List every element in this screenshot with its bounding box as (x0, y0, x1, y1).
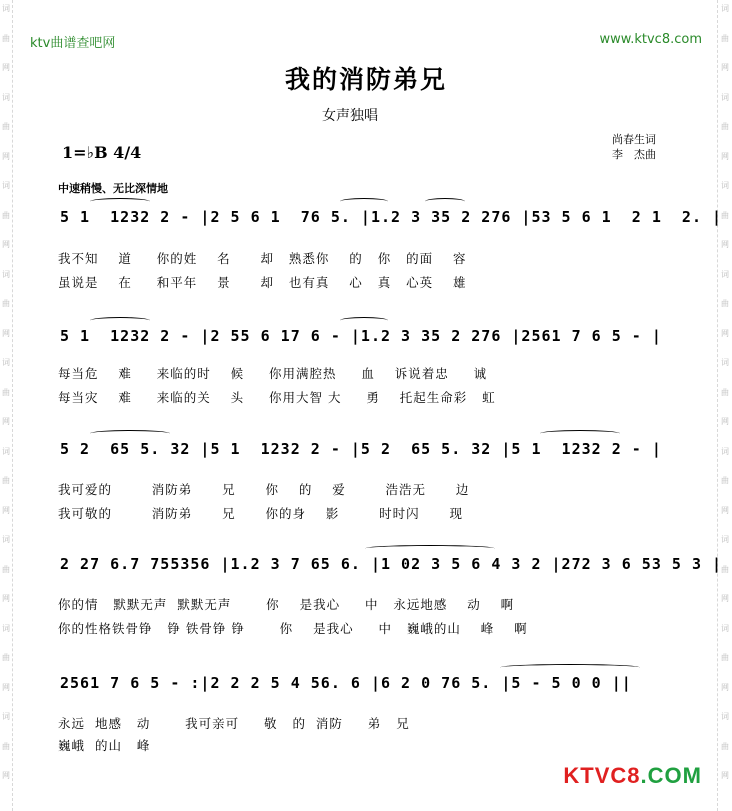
watermark-glyph: 词 (721, 92, 729, 102)
slur (365, 545, 495, 552)
watermark-glyph: 曲 (721, 564, 729, 574)
slur (340, 198, 388, 205)
watermark-glyph: 词 (721, 181, 729, 190)
watermark-glyph: 网 (2, 328, 10, 338)
slur (90, 317, 150, 324)
watermark-glyph: 词 (721, 446, 729, 456)
site-name-left[interactable]: ktv曲谱查吧网 (30, 36, 116, 51)
watermark-glyph: 网 (2, 417, 10, 426)
lyric-line-5b: 巍峨 的山 峰 (58, 738, 151, 753)
lyric-line-1b: 虽说是 在 和平年 景 却 也有真 心 真 心英 雄 (58, 275, 467, 290)
notation-line-3: 5 2 65 5. 32 |5 1 1232 2 - |5 2 65 5. 32 |5 1 1232 2 - | (60, 440, 662, 458)
watermark-glyph: 网 (2, 63, 10, 72)
watermark-glyph: 网 (721, 328, 729, 338)
song-title: 我的消防弟兄 (284, 65, 447, 94)
tempo-marking: 中速稍慢、无比深情地 (58, 182, 168, 195)
watermark-glyph: 网 (721, 594, 729, 603)
slur (90, 198, 150, 205)
credits (612, 132, 656, 162)
logo-c8: C8 (610, 763, 641, 788)
watermark-glyph: 网 (721, 151, 729, 161)
watermark-glyph: 曲 (721, 387, 729, 397)
watermark-glyph: 网 (721, 771, 729, 780)
watermark-glyph: 网 (2, 240, 10, 249)
watermark-glyph: 曲 (2, 653, 10, 662)
watermark-glyph: 网 (721, 417, 729, 426)
watermark-glyph: 网 (2, 771, 10, 780)
lyric-line-3b: 我可敬的 消防弟 兄 你的身 影 时时闪 现 (58, 506, 463, 521)
watermark-glyph: 网 (2, 594, 10, 603)
watermark-glyph: 网 (721, 505, 729, 515)
slur (340, 317, 388, 324)
lyric-line-5a: 永远 地感 动 我可亲可 敬 的 消防 弟 兄 (58, 716, 410, 731)
logo-com: .COM (640, 763, 702, 788)
watermark-glyph: 曲 (2, 122, 10, 131)
watermark-glyph: 词 (721, 535, 729, 544)
watermark-glyph: 曲 (2, 210, 10, 220)
song-subtitle: 女声独唱 (322, 108, 378, 124)
watermark-glyph: 曲 (721, 122, 729, 131)
watermark-glyph: 曲 (2, 33, 10, 43)
watermark-glyph: 曲 (2, 299, 10, 308)
watermark-glyph: 曲 (721, 33, 729, 43)
composer: 李 杰曲 (612, 148, 656, 161)
watermark-glyph: 曲 (2, 564, 10, 574)
notation-line-2: 5 1 1232 2 - |2 55 6 17 6 - |1.2 3 35 2 276 |2561 7 6 5 - | (60, 327, 662, 345)
slur (540, 430, 620, 437)
lyric-line-1a: 我不知 道 你的姓 名 却 熟悉你 的 你 的面 容 (58, 251, 467, 266)
lyric-line-4a: 你的情 默默无声 默默无声 你 是我心 中 永远地感 动 啊 (58, 597, 515, 612)
lyric-line-2b: 每当灾 难 来临的关 头 你用大智 大 勇 托起生命彩 虹 (58, 390, 496, 405)
watermark-glyph: 网 (2, 682, 10, 692)
notation-line-4: 2 27 6.7 755356 |1.2 3 7 65 6. |1 02 3 5 6 4 3 2 |272 3 6 53 5 3 | (60, 555, 723, 573)
watermark-glyph: 曲 (721, 741, 729, 751)
watermark-glyph: 词 (2, 446, 10, 456)
lyric-line-3a: 我可爱的 消防弟 兄 你 的 爱 浩浩无 边 (58, 482, 470, 497)
slur (500, 664, 640, 671)
watermark-glyph: 网 (721, 682, 729, 692)
watermark-glyph: 词 (2, 535, 10, 544)
watermark-glyph: 网 (721, 63, 729, 72)
lyric-line-4b: 你的性格铁骨铮 铮 铁骨铮 铮 你 是我心 中 巍峨的山 峰 啊 (58, 621, 528, 636)
watermark-glyph: 词 (2, 712, 10, 721)
watermark-glyph: 词 (2, 4, 10, 13)
watermark-glyph: 曲 (721, 653, 729, 662)
watermark-glyph: 曲 (2, 476, 10, 485)
watermark-glyph: 曲 (721, 476, 729, 485)
slur (90, 430, 170, 437)
watermark-glyph: 网 (2, 505, 10, 515)
watermark-glyph: 词 (2, 623, 10, 633)
watermark-glyph: 词 (2, 92, 10, 102)
watermark-glyph: 词 (721, 4, 729, 13)
watermark-glyph: 词 (2, 358, 10, 367)
watermark-glyph: 词 (721, 358, 729, 367)
notation-line-1: 5 1 1232 2 - |2 5 6 1 76 5. |1.2 3 35 2 276 |53 5 6 1 2 1 2. | (60, 208, 723, 226)
watermark-glyph: 词 (721, 269, 729, 279)
watermark-glyph: 词 (2, 269, 10, 279)
lyric-line-2a: 每当危 难 来临的时 候 你用满腔热 血 诉说着忠 诚 (58, 366, 488, 381)
site-logo (563, 763, 702, 789)
watermark-glyph: 曲 (2, 741, 10, 751)
watermark-glyph: 曲 (721, 210, 729, 220)
slur (425, 198, 465, 205)
watermark-glyph: 词 (2, 181, 10, 190)
watermark-glyph: 网 (721, 240, 729, 249)
site-url-right[interactable]: www.ktvc8.com (599, 32, 702, 47)
watermark-glyph: 词 (721, 623, 729, 633)
key-signature: 1=♭B 4/4 (62, 143, 142, 162)
notation-line-5: 2561 7 6 5 - :|2 2 2 5 4 56. 6 |6 2 0 76 5. |5 - 5 0 0 || (60, 674, 632, 692)
watermark-glyph: 词 (721, 712, 729, 721)
lyricist: 尚春生词 (612, 133, 656, 146)
watermark-glyph: 网 (2, 151, 10, 161)
watermark-glyph: 曲 (2, 387, 10, 397)
watermark-glyph: 曲 (721, 299, 729, 308)
logo-ktv: KTV (563, 763, 611, 788)
